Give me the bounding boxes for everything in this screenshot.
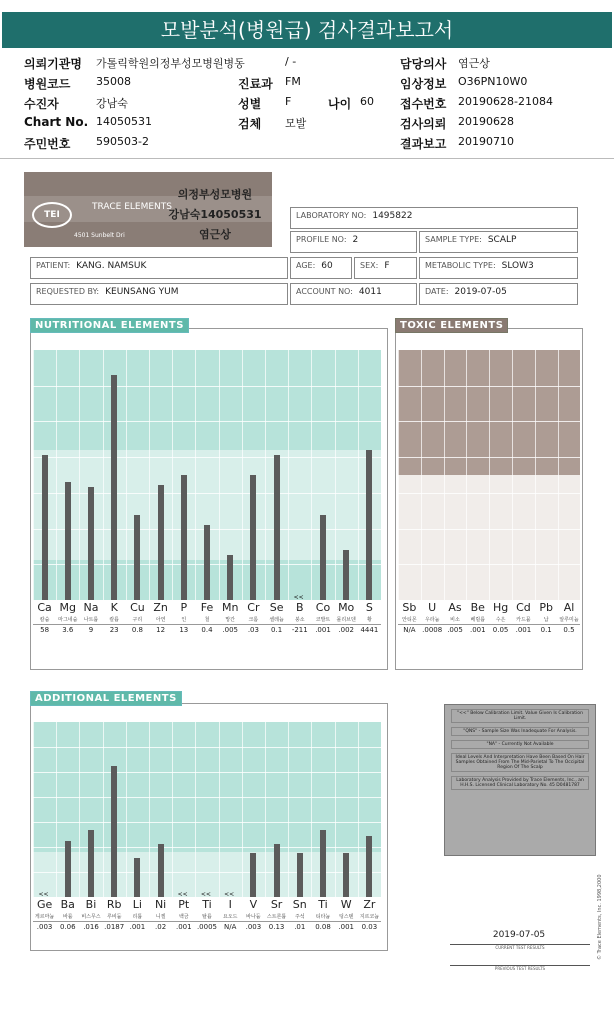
additional-value: .001 xyxy=(338,923,354,931)
nutritional-symbol: Fe xyxy=(200,601,214,614)
additional-gridline xyxy=(288,722,289,897)
meta-label: 검체 xyxy=(238,117,262,131)
report-title: 모발분석(병원급) 검사결과보고서 xyxy=(2,12,612,48)
toxic-symbol: U xyxy=(428,601,437,614)
additional-title: ADDITIONAL ELEMENTS xyxy=(30,691,182,706)
additional-gridline xyxy=(33,822,381,823)
additional-gridline xyxy=(149,722,150,897)
nutritional-title: NUTRITIONAL ELEMENTS xyxy=(30,318,189,333)
current-results-label: CURRENT TEST RESULTS xyxy=(450,944,590,950)
nutritional-bar xyxy=(274,455,280,600)
additional-divider xyxy=(33,921,56,922)
toxic-divider xyxy=(535,624,558,625)
nutritional-symbol: Se xyxy=(269,601,284,614)
additional-divider xyxy=(195,921,218,922)
nutritional-value: 13 xyxy=(179,626,189,634)
meta-value: 가톨릭학원의정부성모병원병동 xyxy=(96,57,245,70)
additional-gridline xyxy=(242,722,243,897)
nutritional-symbol: Mo xyxy=(338,601,355,614)
toxic-gridline xyxy=(489,350,490,600)
additional-gridline xyxy=(335,722,336,897)
nutritional-value: .03 xyxy=(247,626,259,634)
additional-value: .01 xyxy=(294,923,306,931)
nutritional-gridline xyxy=(335,350,336,600)
nutritional-gridline xyxy=(33,457,381,458)
legend-note: "NA" - Currently Not Available xyxy=(451,740,589,749)
additional-gridline xyxy=(33,872,381,873)
toxic-gridline xyxy=(398,564,580,565)
nutritional-name: 크롬 xyxy=(248,617,259,623)
nutritional-gridline xyxy=(242,350,243,600)
additional-name: 요오드 xyxy=(222,914,238,920)
additional-gridline xyxy=(126,722,127,897)
lab-logo: TEI TRACE ELEMENTS 4501 Sunbelt Dri xyxy=(24,172,272,247)
additional-name: 게르마늄 xyxy=(34,914,55,920)
nutritional-zone xyxy=(33,350,381,450)
additional-gridline xyxy=(381,722,382,897)
additional-divider xyxy=(311,921,334,922)
nutritional-divider xyxy=(56,624,79,625)
legend-note: "<<" Below Calibration Limit. Value Given Is Calibration Limit. xyxy=(451,709,589,723)
additional-gridline xyxy=(79,722,80,897)
nutritional-divider xyxy=(79,624,102,625)
nutritional-gridline xyxy=(56,350,57,600)
additional-value: .0187 xyxy=(104,923,125,931)
additional-name: 비스무스 xyxy=(81,914,101,920)
additional-gridline xyxy=(103,722,104,897)
additional-divider xyxy=(335,921,358,922)
nutritional-divider xyxy=(172,624,195,625)
additional-gridline xyxy=(33,797,381,798)
additional-value: .003 xyxy=(245,923,262,931)
nutritional-symbol: Na xyxy=(83,601,99,614)
meta-value: 염근상 xyxy=(458,57,490,70)
additional-bar xyxy=(320,830,326,897)
additional-gridline xyxy=(33,847,381,848)
meta-value: FM xyxy=(285,75,301,88)
toxic-gridline xyxy=(466,350,467,600)
meta-label: 의뢰기관명 xyxy=(24,57,82,71)
toxic-gridline xyxy=(558,350,559,600)
toxic-divider xyxy=(489,624,512,625)
toxic-value: .001 xyxy=(469,626,486,634)
nutritional-gridline xyxy=(149,350,150,600)
nutritional-value: 58 xyxy=(40,626,50,634)
nutritional-divider xyxy=(358,624,381,625)
nutritional-divider xyxy=(219,624,242,625)
meta-value: 20190710 xyxy=(458,135,514,148)
additional-symbol: Ba xyxy=(60,898,75,911)
additional-name: 백금 xyxy=(178,914,189,920)
additional-below-limit-mark: << xyxy=(177,891,188,898)
toxic-value: 0.5 xyxy=(563,626,575,634)
sample-type-box: SAMPLE TYPE: SCALP xyxy=(419,231,578,253)
nutritional-divider xyxy=(311,624,334,625)
meta-label: 나이 xyxy=(328,97,352,111)
previous-results-label: PREVIOUS TEST RESULTS xyxy=(450,965,590,971)
nutritional-gridline xyxy=(79,350,80,600)
nutritional-symbol: P xyxy=(180,601,188,614)
meta-label: 병원코드 xyxy=(24,77,71,91)
nutritional-bar xyxy=(366,450,372,600)
test-date: 2019-07-05 xyxy=(492,930,546,940)
nutritional-gridline xyxy=(103,350,104,600)
nutritional-divider xyxy=(265,624,288,625)
meta-value: / - xyxy=(285,55,297,68)
additional-gridline xyxy=(358,722,359,897)
nutritional-value: 9 xyxy=(88,626,94,634)
nutritional-bar xyxy=(343,550,349,600)
meta-value: 14050531 xyxy=(96,115,152,128)
nutritional-divider xyxy=(33,624,56,625)
nutritional-name: 망간 xyxy=(225,617,236,623)
nutritional-value: -211 xyxy=(291,626,308,634)
meta-label: Chart No. xyxy=(24,115,89,129)
profile-no-box: PROFILE NO: 2 xyxy=(290,231,417,253)
toxic-gridline xyxy=(398,457,580,458)
additional-bar xyxy=(111,766,117,897)
toxic-symbol: Be xyxy=(470,601,485,614)
nutritional-bar xyxy=(111,375,117,600)
additional-name: 탈륨 xyxy=(202,914,212,920)
toxic-gridline xyxy=(398,386,580,387)
additional-value: .016 xyxy=(83,923,99,931)
nutritional-name: 붕소 xyxy=(294,617,305,623)
additional-name: 지르코늄 xyxy=(359,914,380,920)
additional-value: .003 xyxy=(36,923,53,931)
nutritional-gridline xyxy=(172,350,173,600)
additional-value: 0.03 xyxy=(361,923,378,931)
toxic-symbol: Hg xyxy=(492,601,509,614)
nutritional-name: 몰리브덴 xyxy=(336,617,356,623)
nutritional-divider xyxy=(149,624,172,625)
toxic-name: 카드뮴 xyxy=(516,617,531,623)
toxic-name: 수은 xyxy=(495,617,506,623)
toxic-title: TOXIC ELEMENTS xyxy=(395,318,508,333)
toxic-value: .001 xyxy=(515,626,532,634)
additional-name: 주석 xyxy=(294,914,305,920)
meta-label: 성별 xyxy=(238,97,262,111)
nutritional-name: 나트륨 xyxy=(83,617,99,623)
nutritional-value: 23 xyxy=(109,626,119,634)
legend-note: "QNS" - Sample Size Was Inadequate For Analysis. xyxy=(451,727,589,736)
nutritional-bar xyxy=(65,482,71,600)
nutritional-divider xyxy=(335,624,358,625)
additional-value: .02 xyxy=(155,923,167,931)
meta-label: 결과보고 xyxy=(400,137,447,151)
additional-name: 루비듐 xyxy=(106,914,122,920)
nutritional-value: .005 xyxy=(222,626,238,634)
toxic-divider xyxy=(421,624,444,625)
additional-value: 0.06 xyxy=(59,923,76,931)
nutritional-name: 아연 xyxy=(155,617,166,623)
additional-bar xyxy=(65,841,71,897)
toxic-name: 베릴륨 xyxy=(470,617,486,623)
toxic-symbol: Sb xyxy=(402,601,417,614)
additional-bar xyxy=(366,836,372,897)
additional-bar xyxy=(88,830,94,897)
toxic-name: 납 xyxy=(543,617,549,623)
meta-label: 담당의사 xyxy=(400,57,447,71)
additional-symbol: V xyxy=(249,898,258,911)
nutritional-bar xyxy=(42,455,48,600)
additional-divider xyxy=(103,921,126,922)
nutritional-name: 칼륨 xyxy=(109,617,120,623)
nutritional-value: .001 xyxy=(315,626,331,634)
additional-name: 스트론튬 xyxy=(266,914,287,920)
nutritional-name: 마그네슘 xyxy=(58,617,78,623)
additional-name: 티타늄 xyxy=(315,914,331,920)
meta-value: 35008 xyxy=(96,75,131,88)
nutritional-name: 인 xyxy=(181,617,187,623)
additional-below-limit-mark: << xyxy=(38,891,49,898)
additional-bar xyxy=(297,853,303,897)
meta-value: O36PN10W0 xyxy=(458,75,528,88)
nutritional-gridline xyxy=(33,350,34,600)
toxic-divider xyxy=(558,624,581,625)
toxic-gridline xyxy=(398,350,399,600)
toxic-symbol: Pb xyxy=(539,601,553,614)
nutritional-bar xyxy=(134,515,140,600)
legend-box xyxy=(444,704,596,856)
additional-value: 0.13 xyxy=(268,923,285,931)
meta-value: F xyxy=(285,95,292,108)
additional-gridline xyxy=(219,722,220,897)
toxic-divider xyxy=(466,624,489,625)
nutritional-gridline xyxy=(33,493,381,494)
additional-gridline xyxy=(33,722,34,897)
nutritional-name: 코발트 xyxy=(315,617,331,623)
meta-label: 검사의뢰 xyxy=(400,117,447,131)
nutritional-symbol: Ca xyxy=(37,601,52,614)
nutritional-symbol: S xyxy=(365,601,373,614)
additional-divider xyxy=(288,921,311,922)
additional-below-limit-mark: << xyxy=(200,891,211,898)
additional-divider xyxy=(172,921,195,922)
metabolic-type-box: METABOLIC TYPE: SLOW3 xyxy=(419,257,578,279)
meta-label: 수진자 xyxy=(24,97,59,111)
additional-name: 바나듐 xyxy=(246,914,261,920)
nutritional-gridline xyxy=(33,421,381,422)
additional-value: N/A xyxy=(223,923,237,931)
nutritional-gridline xyxy=(311,350,312,600)
toxic-divider xyxy=(444,624,467,625)
additional-symbol: I xyxy=(228,898,232,911)
additional-divider xyxy=(56,921,79,922)
nutritional-bar xyxy=(181,475,187,600)
toxic-symbol: Cd xyxy=(516,601,531,614)
nutritional-bar xyxy=(320,515,326,600)
additional-divider xyxy=(79,921,102,922)
patient-box: PATIENT: KANG. NAMSUK xyxy=(30,257,288,279)
additional-gridline xyxy=(195,722,196,897)
toxic-gridline xyxy=(398,529,580,530)
additional-symbol: Rb xyxy=(106,898,122,911)
additional-name: 니켈 xyxy=(155,914,166,920)
additional-symbol: Ge xyxy=(36,898,53,911)
nutritional-bar xyxy=(204,525,210,600)
additional-bar xyxy=(158,844,164,897)
nutritional-gridline xyxy=(33,386,381,387)
toxic-name: 알루미늄 xyxy=(559,617,579,623)
toxic-value: N/A xyxy=(403,626,416,634)
sex-box: SEX: F xyxy=(354,257,417,279)
additional-symbol: W xyxy=(340,898,352,911)
meta-label: 주민번호 xyxy=(24,137,71,151)
toxic-name: 우라늄 xyxy=(424,617,440,623)
meta-label: 접수번호 xyxy=(400,97,447,111)
toxic-name: 안티몬 xyxy=(402,617,417,623)
toxic-gridline xyxy=(444,350,445,600)
additional-gridline xyxy=(311,722,312,897)
additional-divider xyxy=(265,921,288,922)
toxic-divider xyxy=(398,624,421,625)
additional-symbol: Ni xyxy=(154,898,167,911)
additional-symbol: Pt xyxy=(178,898,190,911)
nutritional-gridline xyxy=(265,350,266,600)
nutritional-gridline xyxy=(219,350,220,600)
nutritional-bar xyxy=(250,475,256,600)
nutritional-divider xyxy=(242,624,265,625)
toxic-gridline xyxy=(535,350,536,600)
nutritional-symbol: Mg xyxy=(59,601,77,614)
additional-bar xyxy=(134,858,140,897)
nutritional-name: 칼슘 xyxy=(39,617,50,623)
additional-zone xyxy=(33,722,381,852)
toxic-name: 비소 xyxy=(450,617,460,623)
additional-bar xyxy=(250,853,256,897)
nutritional-divider xyxy=(288,624,311,625)
additional-symbol: Li xyxy=(132,898,142,911)
nutritional-gridline xyxy=(288,350,289,600)
nutritional-gridline xyxy=(358,350,359,600)
additional-value: .001 xyxy=(129,923,146,931)
nutritional-symbol: Cr xyxy=(247,601,260,614)
toxic-divider xyxy=(512,624,535,625)
toxic-gridline xyxy=(398,493,580,494)
additional-gridline xyxy=(33,747,381,748)
nutritional-name: 황 xyxy=(366,617,372,623)
toxic-gridline xyxy=(421,350,422,600)
nutritional-bar xyxy=(88,487,94,600)
age-box: AGE: 60 xyxy=(290,257,352,279)
additional-name: 리튬 xyxy=(132,914,143,920)
toxic-value: .005 xyxy=(447,626,463,634)
toxic-symbol: Al xyxy=(563,601,575,614)
nutritional-value: 0.1 xyxy=(271,626,283,634)
additional-divider xyxy=(358,921,381,922)
nutritional-value: 3.6 xyxy=(62,626,74,634)
nutritional-symbol: Cu xyxy=(130,601,145,614)
nutritional-bar xyxy=(158,485,164,600)
nutritional-symbol: Mn xyxy=(221,601,239,614)
hospital-stamp: 의정부성모병원 강남숙14050531 염근상 xyxy=(168,188,262,241)
toxic-value: 0.1 xyxy=(540,626,552,634)
additional-value: .001 xyxy=(175,923,192,931)
additional-divider xyxy=(219,921,242,922)
additional-symbol: Sn xyxy=(292,898,307,911)
nutritional-gridline xyxy=(126,350,127,600)
legend-note: Laboratory Analysis Provided by Trace Elements, Inc., an H.H.S. Licensed Clinical Laboratory No. 45 D0481787 xyxy=(451,776,589,790)
nutritional-value: 4441 xyxy=(360,626,379,634)
nutritional-divider xyxy=(195,624,218,625)
toxic-symbol: As xyxy=(448,601,462,614)
nutritional-symbol: Zn xyxy=(153,601,168,614)
toxic-gridline xyxy=(580,350,581,600)
toxic-gridline xyxy=(398,421,580,422)
additional-name: 텅스텐 xyxy=(338,914,354,920)
laboratory-no-box: LABORATORY NO: 1495822 xyxy=(290,207,578,229)
additional-gridline xyxy=(265,722,266,897)
toxic-gridline xyxy=(512,350,513,600)
requested-by-box: REQUESTED BY: KEUNSANG YUM xyxy=(30,283,288,305)
divider xyxy=(0,158,614,159)
additional-symbol: Sr xyxy=(270,898,283,911)
meta-label: 진료과 xyxy=(238,77,273,91)
nutritional-divider xyxy=(126,624,149,625)
nutritional-symbol: K xyxy=(110,601,118,614)
additional-divider xyxy=(242,921,265,922)
additional-gridline xyxy=(172,722,173,897)
date-box: DATE: 2019-07-05 xyxy=(419,283,578,305)
meta-label: 임상정보 xyxy=(400,77,447,91)
nutritional-symbol: B xyxy=(296,601,304,614)
additional-symbol: Bi xyxy=(85,898,97,911)
nutritional-name: 셀레늄 xyxy=(269,617,284,623)
additional-bar xyxy=(274,844,280,897)
account-no-box: ACCOUNT NO: 4011 xyxy=(290,283,417,305)
nutritional-gridline xyxy=(195,350,196,600)
nutritional-symbol: Co xyxy=(315,601,331,614)
additional-symbol: Ti xyxy=(202,898,212,911)
nutritional-name: 철 xyxy=(204,617,210,623)
additional-divider xyxy=(126,921,149,922)
nutritional-below-limit-mark: << xyxy=(293,594,304,601)
nutritional-bar xyxy=(227,555,233,600)
nutritional-value: 0.8 xyxy=(131,626,143,634)
meta-value: 모발 xyxy=(285,117,307,130)
additional-gridline xyxy=(56,722,57,897)
additional-divider xyxy=(149,921,172,922)
additional-below-limit-mark: << xyxy=(224,891,235,898)
copyright: © Trace Elements, Inc. 1998,2000 xyxy=(597,874,603,960)
additional-name: 바륨 xyxy=(62,914,73,920)
nutritional-value: 12 xyxy=(156,626,166,634)
additional-value: .0005 xyxy=(196,923,217,931)
meta-value: 20190628-21084 xyxy=(458,95,553,108)
toxic-value: .0008 xyxy=(422,626,443,634)
additional-symbol: Zr xyxy=(363,898,376,911)
nutritional-gridline xyxy=(381,350,382,600)
additional-value: 0.08 xyxy=(315,923,331,931)
meta-value: 강남숙 xyxy=(96,97,128,110)
toxic-value: 0.05 xyxy=(492,626,509,634)
nutritional-divider xyxy=(103,624,126,625)
additional-bar xyxy=(343,853,349,897)
meta-value: 60 xyxy=(360,95,374,108)
meta-value: 20190628 xyxy=(458,115,514,128)
nutritional-value: 0.4 xyxy=(201,626,213,634)
nutritional-name: 구리 xyxy=(132,617,143,623)
additional-symbol: Ti xyxy=(318,898,328,911)
additional-gridline xyxy=(33,772,381,773)
meta-value: 590503-2 xyxy=(96,135,149,148)
nutritional-value: .002 xyxy=(338,626,354,634)
legend-note: Ideal Levels And Interpretation Have Been Based On Hair Samples Obtained From The Mid-Parietal To The Occipital Region Of The Scalp xyxy=(451,753,589,772)
